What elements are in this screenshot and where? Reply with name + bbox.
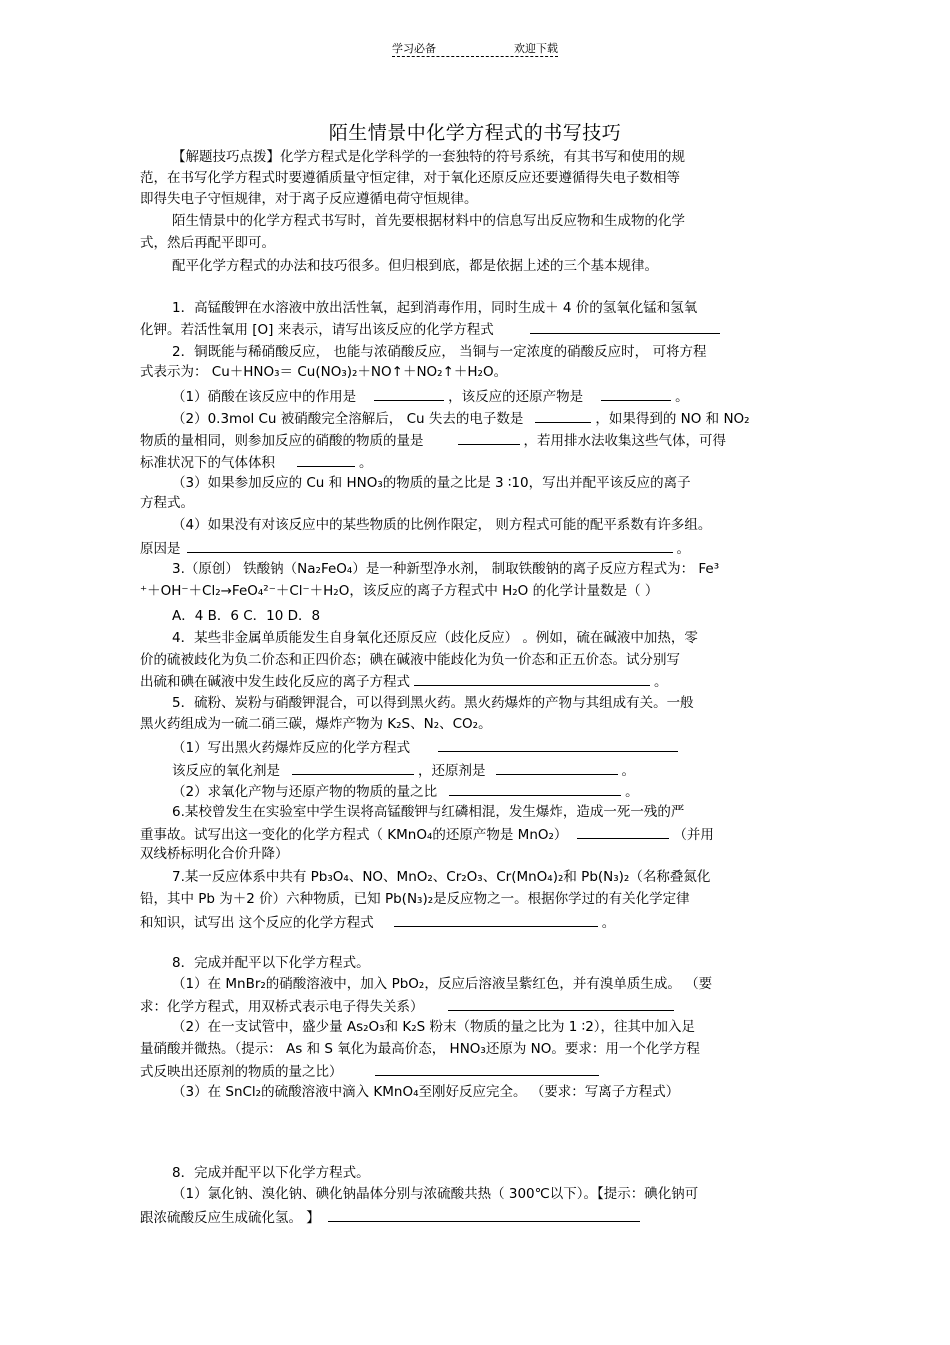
text-segment: 。	[601, 915, 616, 931]
header-left-text: 学习必备	[392, 42, 436, 55]
text-line: 铅，其中 Pb 为＋2 价）六种物质，已知 Pb(N₃)₂是反应物之一。根据你学过的有关化学定律	[140, 891, 690, 907]
text-line: 价的硫被歧化为负二价态和正四价态；碘在碱液中能歧化为负一价态和正五价态。试分别写	[140, 652, 680, 668]
answer-blank[interactable]	[535, 408, 591, 423]
answer-blank[interactable]	[601, 386, 671, 401]
question-line	[172, 386, 689, 406]
text-line: （4）如果没有对该反应中的某些物质的比例作限定， 则方程式可能的配平系数有许多组。	[172, 517, 712, 533]
text-line: （1）在 MnBr₂的硝酸溶液中，加入 PbO₂，反应后溶液呈紫红色，并有溴单质生成。 （要	[172, 976, 713, 992]
page-header	[392, 38, 558, 57]
answer-blank[interactable]	[577, 824, 669, 839]
text-segment: ，还原剂是	[418, 763, 486, 779]
text-line: ⁺＋OH⁻＋Cl₂→FeO₄²⁻＋Cl⁻＋H₂O，该反应的离子方程式中 H₂O 的化学计量数是（ ）	[140, 583, 659, 599]
text-segment: 式反映出还原剂的物质的量之比）	[140, 1064, 343, 1080]
answer-blank[interactable]	[374, 386, 444, 401]
text-line: A．4 B．6 C．10 D．8	[172, 608, 321, 624]
question-line	[140, 671, 668, 691]
question-line	[172, 737, 682, 757]
text-segment: 。	[625, 784, 639, 800]
text-segment: （2）0.3mol Cu 被硝酸完全溶解后， Cu 失去的电子数是	[172, 411, 524, 427]
text-line: 3.（原创） 铁酸钠（Na₂FeO₄）是一种新型净水剂， 制取铁酸钠的离子反应方程式为： Fe³	[172, 561, 720, 577]
text-line: 配平化学方程式的办法和技巧很多。但归根到底，都是依据上述的三个基本规律。	[172, 258, 658, 274]
text-segment: 化钾。若活性氧用 [O] 来表示，请写出该反应的化学方程式	[140, 322, 494, 338]
text-line: 6.某校曾发生在实验室中学生误将高锰酸钾与红磷相混，发生爆炸，造成一死一残的严	[172, 804, 685, 820]
text-line: 8．完成并配平以下化学方程式。	[172, 1165, 370, 1181]
text-line: 1．高锰酸钾在水溶液中放出活性氧，起到消毒作用，同时生成＋ 4 价的氢氧化锰和氢氧	[172, 300, 698, 316]
text-segment: 。	[621, 763, 635, 779]
header-right-text: 欢迎下载	[514, 42, 558, 55]
text-segment: 。	[676, 541, 690, 557]
text-segment: 出硫和碘在碱液中发生歧化反应的离子方程式	[140, 674, 410, 690]
answer-blank[interactable]	[449, 781, 621, 796]
text-line: 双线桥标明化合价升降）	[140, 846, 289, 862]
answer-blank[interactable]	[328, 1207, 640, 1222]
text-segment: 。	[675, 389, 689, 405]
question-line	[140, 1207, 644, 1227]
text-segment: 物质的量相同，则参加反应的硝酸的物质的量是	[140, 433, 424, 449]
question-line	[172, 760, 635, 780]
text-line: 5．硫粉、炭粉与硝酸钾混合，可以得到黑火药。黑火药爆炸的产物与其组成有关。一般	[172, 695, 694, 711]
text-segment: （1）硝酸在该反应中的作用是	[172, 389, 357, 405]
text-segment: 标准状况下的气体体积	[140, 455, 275, 471]
text-segment: 重事故。试写出这一变化的化学方程式（ KMnO₄的还原产物是 MnO₂）	[140, 827, 568, 843]
answer-blank[interactable]	[292, 760, 414, 775]
text-line: 陌生情景中的化学方程式书写时，首先要根据材料中的信息写出反应物和生成物的化学	[172, 213, 685, 229]
answer-blank[interactable]	[297, 452, 355, 467]
answer-blank[interactable]	[438, 737, 678, 752]
text-segment: 跟浓硫酸反应生成硫化氢。 】	[140, 1210, 320, 1226]
text-line: 即得失电子守恒规律，对于离子反应遵循电荷守恒规律。	[140, 191, 478, 207]
text-segment: ，该反应的还原产物是	[448, 389, 584, 405]
text-line: 黑火药组成为一硫二硝三碳，爆炸产物为 K₂S、N₂、CO₂。	[140, 716, 492, 732]
question-line	[140, 452, 373, 472]
question-line	[140, 319, 724, 339]
answer-blank[interactable]	[496, 760, 618, 775]
answer-blank[interactable]	[375, 1061, 599, 1076]
text-segment: 。	[654, 674, 668, 690]
question-line	[140, 996, 678, 1016]
text-line: （3）在 SnCl₂的硫酸溶液中滴入 KMnO₄至刚好反应完全。 （要求：写离子方程式）	[172, 1084, 680, 1100]
question-line	[172, 781, 639, 801]
question-line	[140, 430, 726, 450]
text-segment: ，如果得到的 NO 和 NO₂	[595, 411, 750, 427]
text-segment: （1）写出黑火药爆炸反应的化学方程式	[172, 740, 411, 756]
text-line: （2）在一支试管中，盛少量 As₂O₃和 K₂S 粉末（物质的量之比为 1 ∶2），往其中加入足	[172, 1019, 696, 1035]
question-line	[140, 912, 615, 932]
text-line: 7.某一反应体系中共有 Pb₃O₄、NO、MnO₂、Cr₂O₃、Cr(MnO₄)₂和 Pb(N₃)₂（名称叠氮化	[172, 869, 711, 885]
text-segment: 求：化学方程式，用双桥式表示电子得失关系）	[140, 999, 424, 1015]
text-segment: 该反应的氧化剂是	[172, 763, 280, 779]
question-line	[140, 1061, 603, 1081]
text-line: （3）如果参加反应的 Cu 和 HNO₃的物质的量之比是 3 ∶10，写出并配平该反应的离子	[172, 475, 691, 491]
question-line	[140, 538, 690, 558]
answer-blank[interactable]	[414, 671, 650, 686]
text-segment: 。	[359, 455, 373, 471]
answer-blank[interactable]	[187, 538, 673, 553]
text-line: （1）氯化钠、溴化钠、碘化钠晶体分别与浓硫酸共热（ 300℃以下）。【提示：碘化钠可	[172, 1186, 699, 1202]
answer-blank[interactable]	[394, 912, 598, 927]
question-line	[172, 408, 750, 428]
text-line: 2．铜既能与稀硝酸反应， 也能与浓硝酸反应， 当铜与一定浓度的硝酸反应时， 可将方程	[172, 344, 707, 360]
text-segment: 和知识，试写出 这个反应的化学方程式	[140, 915, 374, 931]
answer-blank[interactable]	[458, 430, 520, 445]
answer-blank[interactable]	[530, 319, 720, 334]
text-segment: ，若用排水法收集这些气体，可得	[523, 433, 726, 449]
text-line: 式，然后再配平即可。	[140, 235, 275, 251]
text-line: 方程式。	[140, 495, 194, 511]
answer-blank[interactable]	[448, 996, 674, 1011]
text-segment: 原因是	[140, 541, 181, 557]
text-line: 式表示为： Cu＋HNO₃＝ Cu(NO₃)₂＋NO↑＋NO₂↑＋H₂O。	[140, 364, 508, 380]
text-line: 8．完成并配平以下化学方程式。	[172, 955, 370, 971]
document-title: 陌生情景中化学方程式的书写技巧	[328, 122, 622, 144]
text-line: 4．某些非金属单质能发生自身氧化还原反应（歧化反应） 。例如，硫在碱液中加热，零	[172, 630, 698, 646]
text-line: 量硝酸并微热。（提示： As 和 S 氧化为最高价态， HNO₃还原为 NO。要求：用一个化学方程	[140, 1041, 700, 1057]
question-line	[140, 824, 714, 844]
text-line: 【解题技巧点拨】化学方程式是化学科学的一套独特的符号系统，有其书写和使用的规	[172, 149, 685, 165]
text-segment: （2）求氧化产物与还原产物的物质的量之比	[172, 784, 438, 800]
text-line: 范，在书写化学方程式时要遵循质量守恒定律，对于氧化还原反应还要遵循得失电子数相等	[140, 170, 680, 186]
text-segment: （并用	[673, 827, 714, 843]
